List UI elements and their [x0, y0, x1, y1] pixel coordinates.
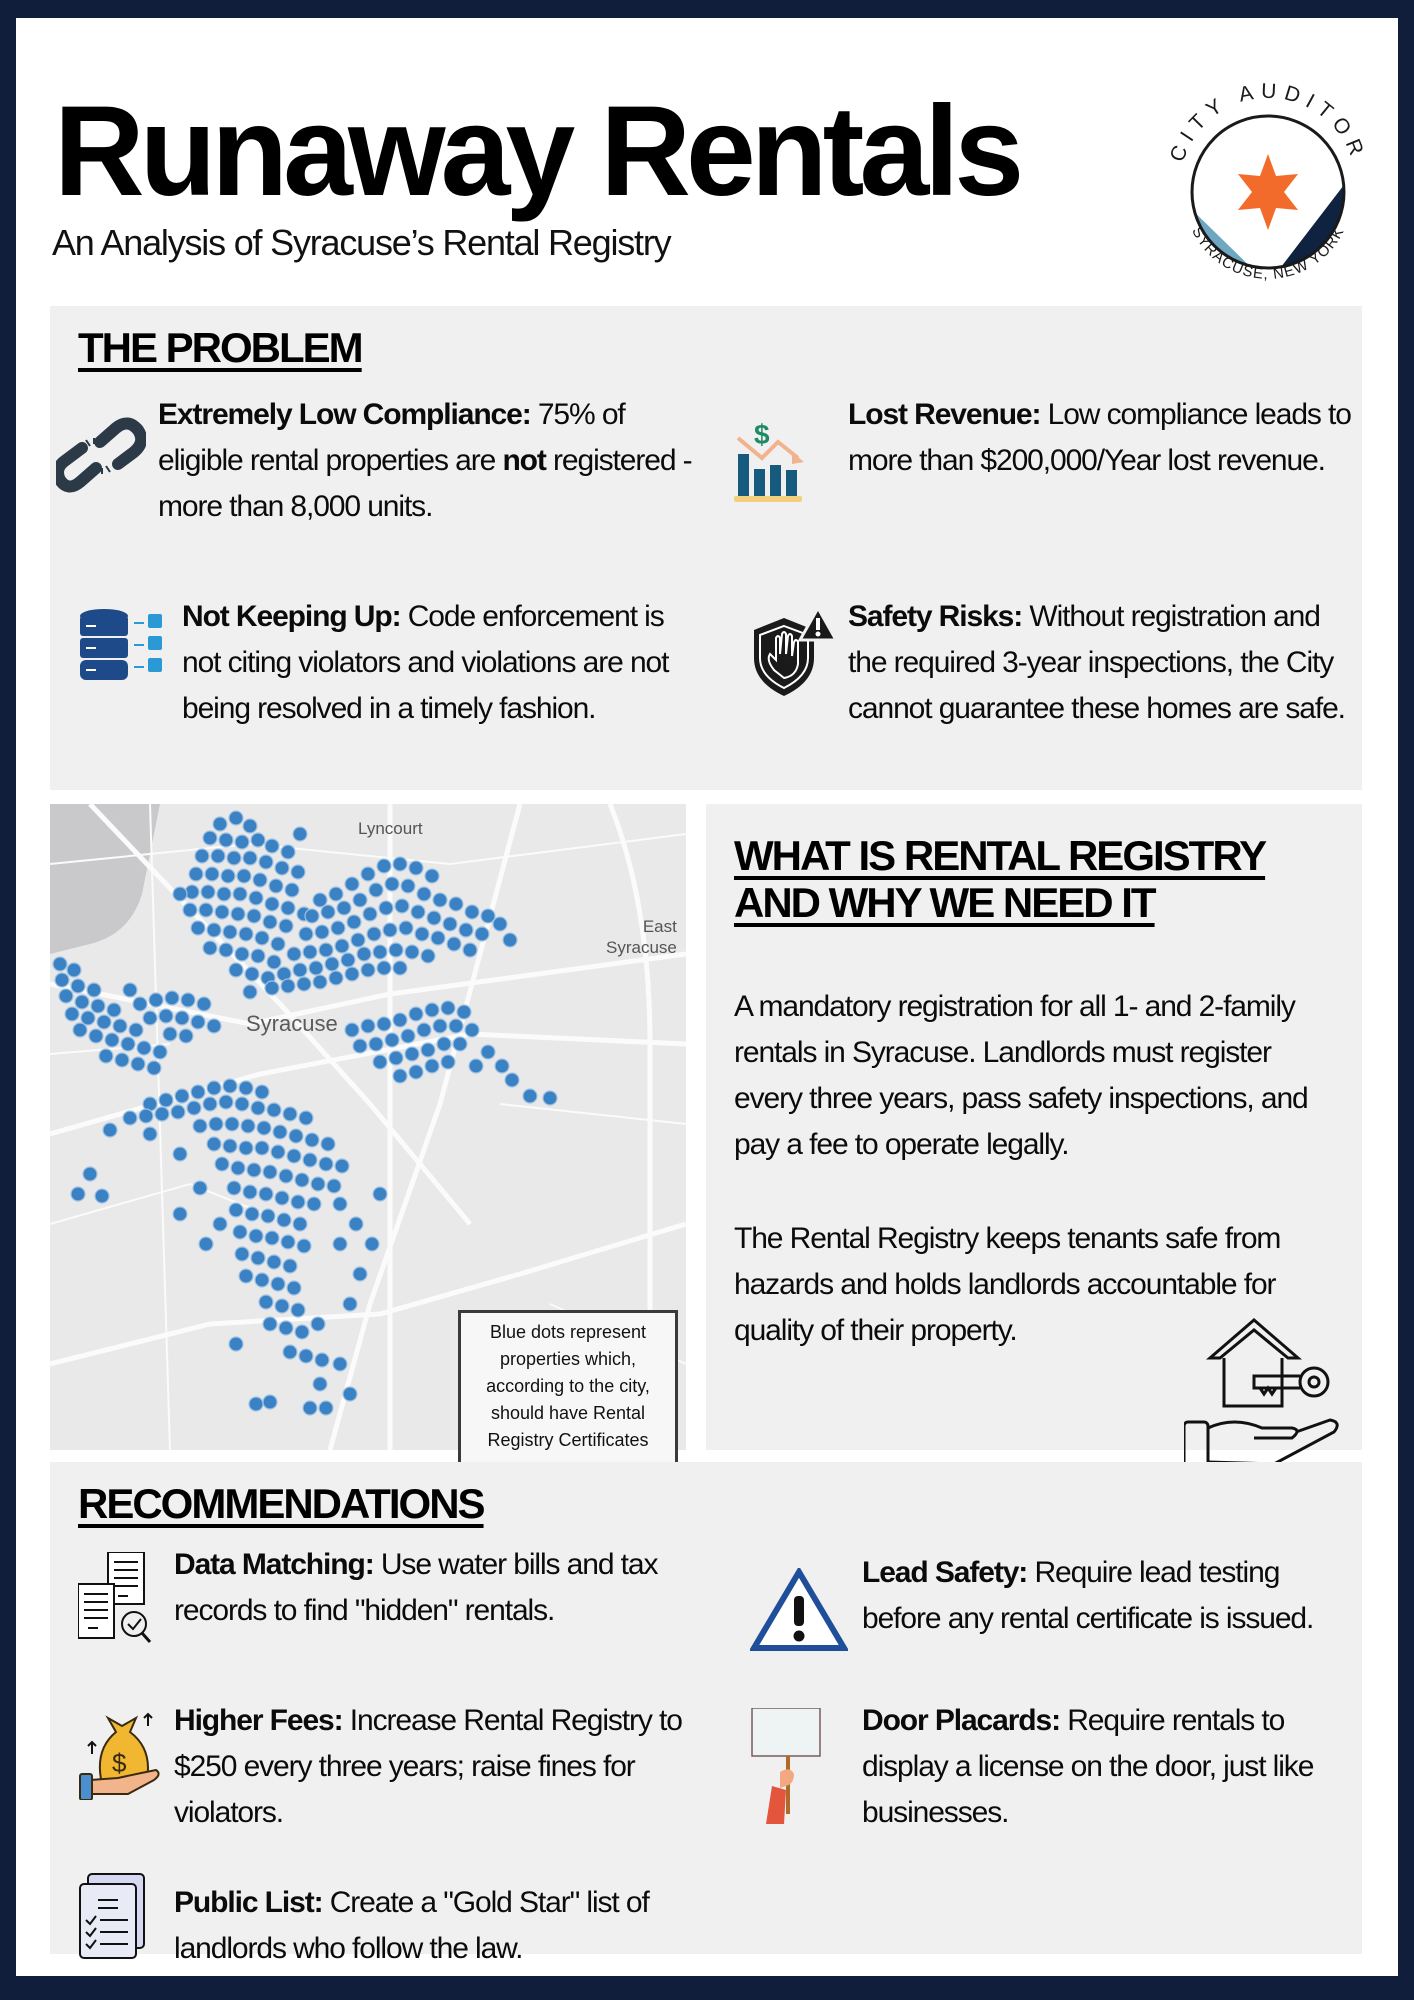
problem-item-text: Not Keeping Up: Code enforcement is not citing violators and violations are not being resolved in a timely fashion. [182, 600, 669, 725]
what-is-title: WHAT IS RENTAL REGISTRY AND WHY WE NEED IT [734, 832, 1266, 927]
house-key-hand-icon [1184, 1318, 1344, 1468]
recommendation-lead-safety [750, 1550, 1362, 1658]
recommendation-text: Higher Fees: Increase Rental Registry to $250 every three years; raise fines for violators. [174, 1704, 682, 1829]
checklist-icon [78, 1872, 174, 1968]
problem-item-text: Safety Risks: Without registration and the required 3-year inspections, the City cannot guarantee these homes are safe. [848, 600, 1345, 725]
problem-item-text: Extremely Low Compliance: 75% of eligible rental properties are not registered - more than 8,000 units. [158, 398, 692, 523]
problem-item-compliance [56, 392, 696, 530]
problem-item-text: Lost Revenue: Low compliance leads to more than $200,000/Year lost revenue. [848, 398, 1351, 477]
money-bag-hand-icon [78, 1710, 174, 1810]
map-label-east-syracuse: East Syracuse [606, 917, 677, 958]
recommendation-text: Data Matching: Use water bills and tax records to find "hidden" rentals. [174, 1548, 658, 1627]
shield-hand-warning-icon [748, 608, 848, 708]
what-is-paragraph-1: A mandatory registration for all 1- and 2-family rentals in Syracuse. Landlords must register every three years, pass safety inspections, and pay a fee to operate legally. [734, 990, 1308, 1161]
problem-item-safety [748, 594, 1362, 732]
warning-triangle-icon [750, 1568, 862, 1658]
recommendation-data-matching [78, 1542, 718, 1652]
page-subtitle: An Analysis of Syracuse’s Rental Registry [52, 222, 671, 263]
svg-text:$: $ [112, 1748, 127, 1778]
logo-top-text: CITY AUDITOR [1165, 79, 1371, 166]
recommendation-text: Public List: Create a "Gold Star" list of landlords who follow the law. [174, 1886, 649, 1965]
recommendation-door-placards [750, 1698, 1362, 1836]
recommendation-public-list [78, 1880, 728, 1972]
recommendation-text: Lead Safety: Require lead testing before any rental certificate is issued. [862, 1556, 1314, 1635]
city-auditor-logo [1150, 58, 1380, 298]
lost-revenue-chart-icon [732, 414, 848, 514]
map-legend: Blue dots represent properties which, according to the city, should have Rental Registry Certificates [458, 1310, 678, 1466]
logo-bottom-text: SYRACUSE, NEW YORK [1188, 224, 1348, 283]
dots-south [71, 1079, 387, 1415]
infographic-page [16, 18, 1398, 1976]
page-title: Runaway Rentals [54, 80, 1020, 223]
recommendations-title: RECOMMENDATIONS [78, 1480, 484, 1527]
map-label-syracuse: Syracuse [246, 1011, 338, 1036]
database-transfer-icon [78, 608, 182, 708]
dots-west [53, 957, 221, 1075]
svg-text:$: $ [754, 419, 770, 450]
broken-chain-icon [56, 416, 158, 516]
problem-item-enforcement [78, 594, 698, 732]
documents-search-icon [78, 1552, 174, 1652]
map-label-lyncourt: Lyncourt [358, 819, 423, 838]
placard-sign-icon [750, 1708, 862, 1828]
recommendation-higher-fees [78, 1698, 728, 1836]
recommendation-text: Door Placards: Require rentals to display a license on the door, just like businesses. [862, 1704, 1314, 1829]
what-is-paragraph-2: The Rental Registry keeps tenants safe from hazards and holds landlords accountable for quality of their property. [734, 1222, 1281, 1347]
problem-title: THE PROBLEM [78, 324, 362, 371]
problem-item-revenue [732, 392, 1362, 514]
